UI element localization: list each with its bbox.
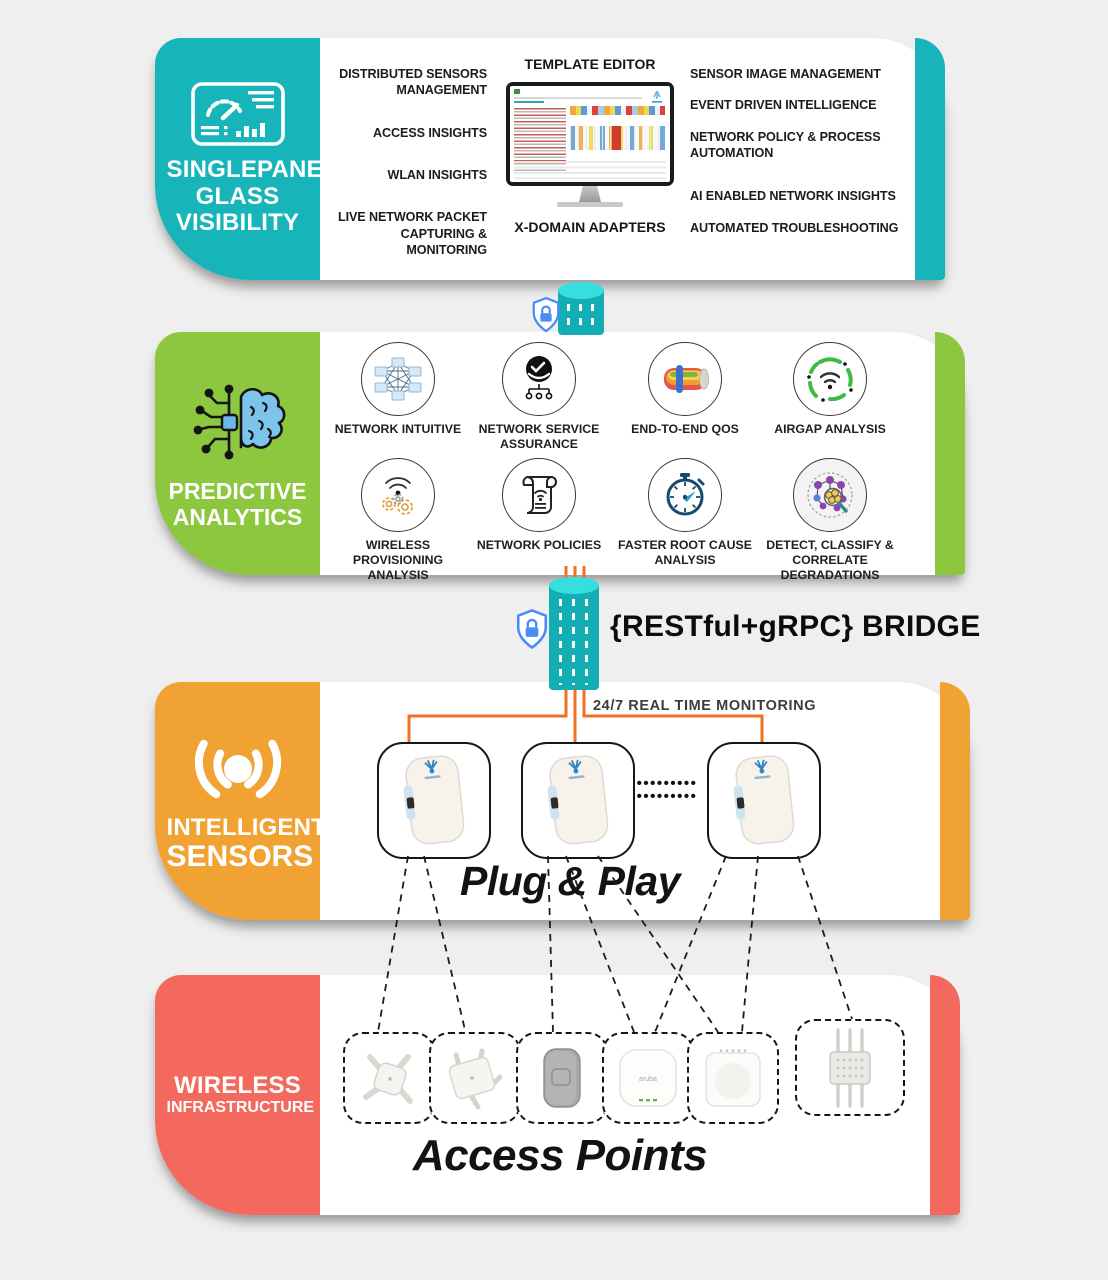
- analytics-item: END-TO-END QOS: [631, 342, 739, 452]
- xdomain-adapters-label: X-DOMAIN ADAPTERS: [514, 219, 666, 235]
- band-wireless-infrastructure: [155, 975, 960, 1215]
- template-editor-label: TEMPLATE EDITOR: [524, 56, 656, 72]
- feature-item: AI ENABLED NETWORK INSIGHTS: [690, 189, 896, 204]
- feature-item: WLAN INSIGHTS: [387, 168, 487, 183]
- analytics-label: PREDICTIVE ANALYTICS: [168, 478, 307, 530]
- ceiling-ap-aruba-icon: [617, 1047, 679, 1109]
- band-intelligent-sensors: [155, 682, 970, 920]
- access-point-box: [795, 1019, 905, 1116]
- wifi-ring-icon: [806, 355, 854, 403]
- monitor-navbar: [514, 97, 642, 99]
- feature-item: EVENT DRIVEN INTELLIGENCE: [690, 98, 877, 113]
- monitor-stand: [579, 186, 601, 202]
- scroll-wifi-icon: [518, 471, 560, 519]
- realtime-monitoring-label: 24/7 REAL TIME MONITORING: [593, 698, 817, 714]
- sensor-device-box: [521, 742, 635, 859]
- wall-mount-ap-icon: [540, 1047, 584, 1109]
- stopwatch-icon: [661, 471, 709, 519]
- sensor-device-box: [707, 742, 821, 859]
- cluster-magnifier-icon: [805, 470, 855, 520]
- monitor-display: [510, 86, 670, 182]
- sensors-label-top: INTELLIGENT: [166, 814, 327, 842]
- band-predictive-analytics: [155, 332, 965, 582]
- shield-lock-icon: [530, 296, 562, 334]
- access-point-box: [602, 1032, 694, 1124]
- band-singlepane-glass-visibility: [155, 38, 945, 280]
- wall-plug-sensor-icon: [729, 753, 799, 849]
- wall-plug-sensor-icon: [399, 753, 469, 849]
- feature-item: SENSOR IMAGE MANAGEMENT: [690, 67, 881, 81]
- monitor-heatmap-alert: [612, 126, 621, 150]
- access-points-label: Access Points: [412, 1131, 708, 1180]
- sensor-ellipsis-dots: ••••••••• •••••••••: [636, 775, 698, 805]
- feature-item: ACCESS INSIGHTS: [373, 125, 487, 140]
- sensors-label-block: [155, 682, 327, 920]
- infrastructure-label-top: WIRELESS: [174, 1072, 301, 1099]
- access-point-box: [687, 1032, 779, 1124]
- wall-plug-sensor-icon: [543, 753, 613, 849]
- monitor-table-rows: [514, 161, 666, 179]
- monitor-heatmap-strip: [570, 106, 665, 115]
- wifi-gears-icon: [374, 471, 422, 519]
- analytics-label-block: [155, 332, 320, 575]
- visibility-label-block: [155, 38, 323, 280]
- visibility-left-column: [327, 66, 487, 259]
- outdoor-six-antenna-ap-icon: [808, 1028, 892, 1108]
- analytics-item: NETWORK INTUITIVE: [335, 342, 461, 452]
- visibility-right-column: [690, 66, 908, 236]
- analytics-item: AIRGAP ANALYSIS: [774, 342, 886, 452]
- aruba-brand-text: aruba: [639, 1076, 657, 1083]
- sensor-device-box: [377, 742, 491, 859]
- ceiling-ap-icon: [703, 1047, 763, 1109]
- restful-grpc-bridge-label: {RESTful+gRPC} BRIDGE: [610, 610, 981, 643]
- monitor-logo-dot: [514, 89, 520, 94]
- analytics-item: FASTER ROOT CAUSE ANALYSIS: [615, 458, 755, 583]
- infrastructure-label-block: [155, 975, 320, 1215]
- analytics-grid: [333, 342, 911, 583]
- monitor-active-tab: [514, 101, 544, 103]
- feature-item: AUTOMATED TROUBLESHOOTING: [690, 220, 899, 235]
- monitor-base: [557, 202, 623, 207]
- monitor-screen: [506, 82, 674, 186]
- feature-item: NETWORK POLICY & PROCESS AUTOMATION: [690, 129, 881, 161]
- pipe-bundle-icon: [660, 362, 710, 396]
- analytics-item: WIRELESS PROVISIONING ANALYSIS: [333, 458, 463, 583]
- feature-item: LIVE NETWORK PACKET CAPTURING & MONITORING: [338, 210, 487, 258]
- radio-signal-icon: [172, 729, 304, 805]
- infrastructure-right-cap: [930, 975, 960, 1215]
- analytics-item: NETWORK SERVICE ASSURANCE: [463, 342, 615, 452]
- visibility-label: SINGLEPANE GLASS VISIBILITY: [166, 156, 323, 237]
- sensors-right-cap: [940, 682, 970, 920]
- analytics-right-cap: [935, 332, 965, 575]
- visibility-right-cap: [915, 38, 945, 280]
- dashboard-gauge-icon: [190, 81, 286, 147]
- access-point-box: [343, 1032, 435, 1124]
- analytics-item: NETWORK POLICIES: [477, 458, 601, 583]
- circuit-brain-icon: [189, 377, 287, 469]
- mesh-network-icon: [374, 357, 422, 401]
- quad-antenna-angled-ap-icon: [442, 1045, 508, 1111]
- access-point-box: [516, 1032, 608, 1124]
- quad-antenna-ap-icon: [356, 1045, 422, 1111]
- shield-lock-icon: [514, 608, 550, 651]
- vendor-logo-icon: [647, 89, 667, 105]
- analytics-item: DETECT, CLASSIFY & CORRELATE DEGRADATIONS: [755, 458, 905, 583]
- secure-pipe-top: [558, 282, 604, 335]
- dashboard-monitor: [506, 82, 674, 207]
- feature-item: DISTRIBUTED SENSORS MANAGEMENT: [339, 67, 487, 98]
- visibility-center-column: [495, 56, 685, 235]
- plug-and-play-label: Plug & Play: [459, 858, 681, 904]
- access-point-box: [429, 1032, 521, 1124]
- secure-pipe-bridge: [549, 577, 599, 690]
- hand-check-icon: [518, 355, 560, 403]
- sensors-label-bottom: SENSORS: [166, 840, 314, 874]
- infrastructure-label-bottom: INFRASTRUCTURE: [166, 1099, 315, 1117]
